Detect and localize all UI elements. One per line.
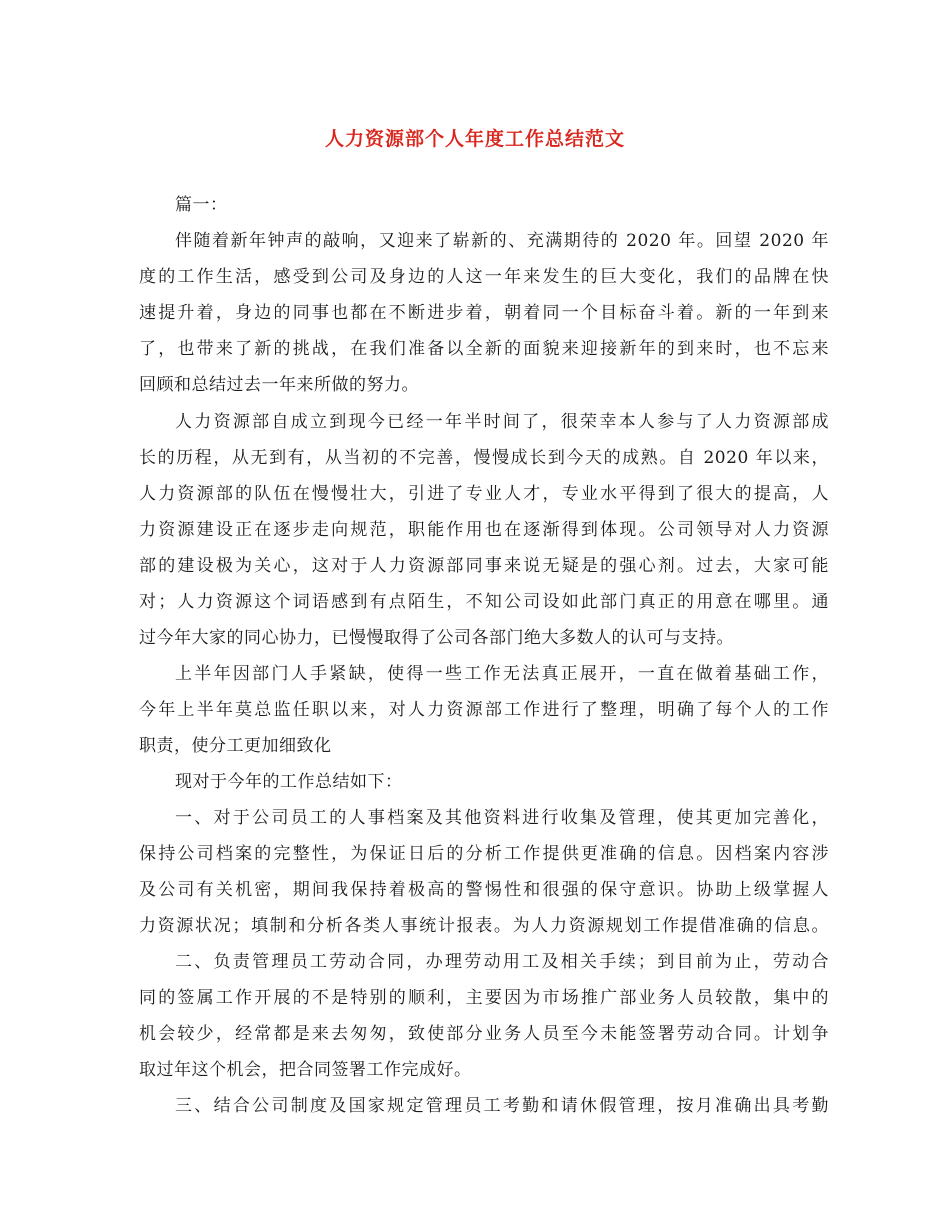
paragraph-line: 二、负责管理员工劳动合同，办理劳动用工及相关手续；到目前为止，劳动合 xyxy=(175,952,829,972)
paragraph-line: 保持公司档案的完整性，为保证日后的分析工作提供更准确的信息。因档案内容涉 xyxy=(139,844,829,864)
paragraph-line: 人力资源部的队伍在慢慢壮大，引进了专业人才，专业水平得到了很大的提高，人 xyxy=(139,484,829,504)
paragraph-line: 及公司有关机密，期间我保持着极高的警惕性和很强的保守意识。协助上级掌握人 xyxy=(139,880,829,900)
paragraph-line: 力资源建设正在逐步走向规范，职能作用也在逐渐得到体现。公司领导对人力资源 xyxy=(139,520,829,540)
paragraph-line: 长的历程，从无到有，从当初的不完善，慢慢成长到今天的成熟。自 2020 年以来， xyxy=(139,448,829,468)
paragraph-line: 伴随着新年钟声的敲响，又迎来了崭新的、充满期待的 2020 年。回望 2020 年 xyxy=(175,231,829,251)
paragraph-line: 现对于今年的工作总结如下： xyxy=(175,772,403,792)
paragraph-line: 了，也带来了新的挑战，在我们准备以全新的面貌来迎接新年的到来时，也不忘来 xyxy=(139,339,829,359)
paragraph-line: 回顾和总结过去一年来所做的努力。 xyxy=(139,375,419,395)
paragraph-line: 上半年因部门人手紧缺，使得一些工作无法真正展开，一直在做着基础工作， xyxy=(175,664,829,684)
paragraph-line: 同的签属工作开展的不是特别的顺利，主要因为市场推广部业务人员较散，集中的 xyxy=(139,988,829,1008)
paragraph-line: 取过年这个机会，把合同签署工作完成好。 xyxy=(139,1060,472,1080)
paragraph-line: 今年上半年莫总监任职以来，对人力资源部工作进行了整理，明确了每个人的工作 xyxy=(139,700,829,720)
document-title: 人力资源部个人年度工作总结范文 xyxy=(324,128,625,150)
paragraph-line: 机会较少，经常都是来去匆匆，致使部分业务人员至今未能签署劳动合同。计划争 xyxy=(139,1024,829,1044)
paragraph-line: 一、对于公司员工的人事档案及其他资料进行收集及管理，使其更加完善化， xyxy=(175,808,829,828)
paragraph-line: 部的建设极为关心，这对于人力资源部同事来说无疑是的强心剂。过去，大家可能 xyxy=(139,556,829,576)
paragraph-line: 速提升着，身边的同事也都在不断进步着，朝着同一个目标奋斗着。新的一年到来 xyxy=(139,303,829,323)
paragraph-line: 人力资源部自成立到现今已经一年半时间了，很荣幸本人参与了人力资源部成 xyxy=(175,412,829,432)
paragraph-line: 对；人力资源这个词语感到有点陌生，不知公司设如此部门真正的用意在哪里。通 xyxy=(139,592,829,612)
paragraph-line: 度的工作生活，感受到公司及身边的人这一年来发生的巨大变化，我们的品牌在快 xyxy=(139,267,829,287)
paragraph-line: 力资源状况；填制和分析各类人事统计报表。为人力资源规划工作提借准确的信息。 xyxy=(139,916,829,936)
paragraph-line: 过今年大家的同心协力，已慢慢取得了公司各部门绝大多数人的认可与支持。 xyxy=(139,628,734,648)
paragraph-line: 职责，使分工更加细致化 xyxy=(139,736,332,756)
paragraph-line: 三、结合公司制度及国家规定管理员工考勤和请休假管理，按月准确出具考勤 xyxy=(175,1096,829,1116)
section-heading: 篇一： xyxy=(175,195,228,215)
